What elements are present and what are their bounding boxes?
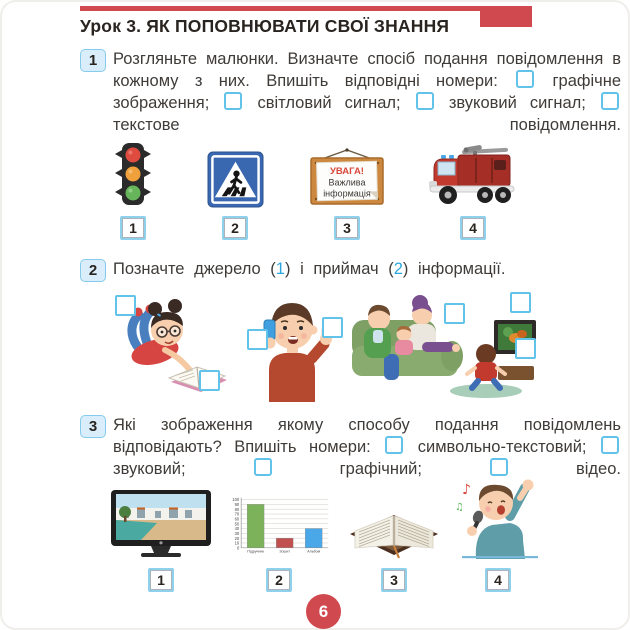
fire-truck-icon: [428, 142, 518, 208]
answer-checkbox[interactable]: [510, 292, 531, 313]
figure-attention-sign: [307, 140, 387, 240]
text-segment: символьно-текстовий;: [405, 438, 599, 456]
svg-text:Альбом: Альбом: [307, 549, 321, 554]
svg-text:20: 20: [234, 535, 240, 541]
figure-crossing-sign: [204, 140, 266, 240]
header-title-plate: [66, 11, 480, 41]
attention-sign-icon: [308, 146, 386, 208]
answer-checkbox[interactable]: [322, 317, 343, 338]
sign-line2-text: інформація: [323, 188, 371, 199]
figure-girl-reading: [107, 292, 239, 400]
figure-family-tv: [350, 292, 536, 400]
figure-bar-chart: [224, 488, 334, 592]
task-1-figures: [80, 140, 621, 240]
open-book-icon: [346, 494, 442, 560]
text-segment: звуковий;: [113, 460, 252, 478]
figure-boy-phone: [240, 290, 342, 402]
answer-checkbox[interactable]: [444, 303, 465, 324]
svg-text:♪: ♪: [462, 482, 471, 498]
text-segment: текстове повідомлення.: [113, 116, 621, 134]
svg-text:80: 80: [234, 506, 240, 512]
task-3-figures: [80, 482, 621, 592]
svg-text:50: 50: [234, 521, 240, 527]
task-1: [80, 48, 621, 136]
sign-title-text: УВАГА!: [330, 166, 364, 177]
svg-text:♫: ♫: [455, 502, 464, 513]
task-2: [80, 258, 621, 280]
highlighted-number: 2: [393, 260, 403, 278]
text-segment: ) і приймач (: [284, 260, 394, 278]
figure-tv-beach: [111, 488, 211, 592]
text-segment: графічний;: [273, 460, 488, 478]
tv-beach-icon: [111, 490, 211, 560]
task-2-number-badge: 2: [80, 259, 106, 282]
figure-number-label: 2: [266, 568, 292, 592]
task-3: [80, 414, 621, 480]
answer-checkbox[interactable]: [247, 329, 268, 350]
task-1-text: [113, 48, 621, 136]
svg-text:90: 90: [234, 501, 240, 507]
figure-boy-singing: [452, 482, 544, 592]
text-segment: графічне зображення;: [113, 72, 621, 112]
boy-singing-icon: [452, 476, 544, 560]
text-segment: Які зображення якому способу подання повідомлень відповідають? Впишіть номери:: [113, 416, 621, 456]
answer-checkbox[interactable]: [416, 92, 434, 110]
family-watching-tv-icon: [350, 292, 536, 400]
sign-line1-text: Важлива: [328, 177, 366, 188]
figure-number-label: 3: [381, 568, 407, 592]
bar-chart-figure: [226, 494, 332, 560]
answer-checkbox[interactable]: [515, 338, 536, 359]
highlighted-number: 1: [275, 260, 285, 278]
svg-text:Підручник: Підручник: [247, 549, 264, 554]
task-3-text: [113, 414, 621, 480]
figure-fire-truck: [427, 140, 519, 240]
figure-number-label: 1: [148, 568, 174, 592]
figure-number-label: 3: [334, 216, 360, 240]
answer-checkbox[interactable]: [199, 370, 220, 391]
answer-checkbox[interactable]: [601, 436, 619, 454]
answer-checkbox[interactable]: [516, 70, 534, 88]
text-segment: Позначте джерело (: [113, 260, 276, 278]
answer-checkbox[interactable]: [601, 92, 619, 110]
svg-text:10: 10: [234, 540, 240, 546]
task-2-text: [113, 258, 621, 280]
svg-text:0: 0: [236, 545, 240, 551]
answer-checkbox[interactable]: [254, 458, 272, 476]
answer-checkbox[interactable]: [490, 458, 508, 476]
figure-open-book: [346, 488, 442, 592]
answer-checkbox[interactable]: [224, 92, 242, 110]
svg-text:60: 60: [234, 516, 240, 522]
pedestrian-crossing-icon: [207, 151, 264, 208]
answer-checkbox[interactable]: [115, 295, 136, 316]
svg-text:100: 100: [232, 497, 240, 503]
text-segment: відео.: [509, 460, 621, 478]
svg-text:30: 30: [234, 530, 240, 536]
page-number-badge: 6: [306, 594, 341, 629]
text-segment: світловий сигнал;: [244, 94, 414, 112]
figure-number-label: 2: [222, 216, 248, 240]
answer-checkbox[interactable]: [385, 436, 403, 454]
figure-number-label: 4: [460, 216, 486, 240]
figure-traffic-light: [102, 140, 164, 240]
figure-number-label: 1: [120, 216, 146, 240]
text-segment: звуковий сигнал;: [435, 94, 599, 112]
task-1-number-badge: 1: [80, 49, 106, 72]
svg-text:Зошит: Зошит: [279, 549, 291, 554]
text-segment: Розгляньте малюнки. Визначте спосіб подання повідомлення в кожному з них. Впишіть відповідні номери:: [113, 50, 621, 90]
svg-text:70: 70: [234, 511, 240, 517]
text-segment: ) інформації.: [402, 260, 506, 278]
svg-text:40: 40: [234, 526, 240, 532]
figure-number-label: 4: [485, 568, 511, 592]
page-title: Урок 3. ЯК ПОПОВНЮВАТИ СВОЇ ЗНАННЯ: [80, 15, 450, 36]
traffic-light-icon: [107, 142, 159, 208]
task-2-figures: [80, 290, 621, 404]
task-3-number-badge: 3: [80, 415, 106, 438]
